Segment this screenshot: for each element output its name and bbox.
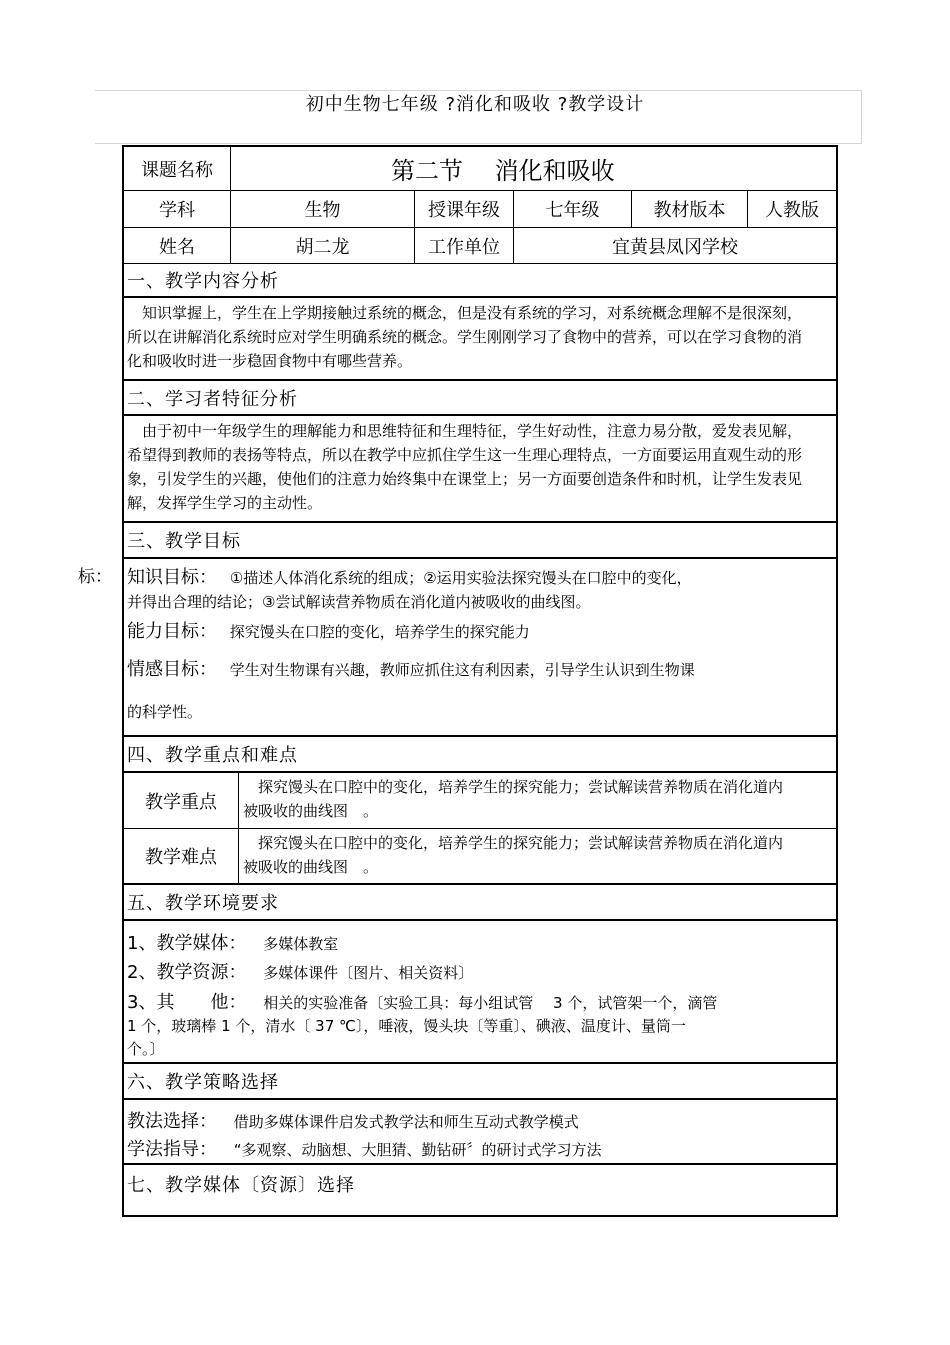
difficulty-label: 教学难点	[124, 829, 239, 885]
section-strategy-title: 六、教学策略选择	[124, 1064, 836, 1100]
name-value: 胡二龙	[231, 228, 415, 264]
ability-objective-label: 能力目标：	[127, 621, 217, 642]
media-label: 1、教学媒体：	[127, 933, 247, 954]
ability-objective-text: 探究馒头在口腔的变化，培养学生的探究能力	[229, 623, 530, 641]
section-environment-title: 五、教学环境要求	[124, 885, 836, 921]
resources-label: 2、教学资源：	[127, 962, 247, 983]
section-objectives-body	[124, 559, 836, 737]
emotion-objective-label: 情感目标：	[127, 659, 217, 680]
teaching-method-label: 教法选择：	[127, 1111, 217, 1132]
other-text-2: 1 个，玻璃棒 1 个，清水〔 37 ℃〕，唾液，馒头块〔等重〕、碘液、温度计、量筒一	[127, 1017, 686, 1035]
section-content-analysis-title: 一、教学内容分析	[124, 264, 836, 298]
knowledge-objective-text: ①描述人体消化系统的组成；②运用实验法探究馒头在口腔中的变化，	[229, 569, 692, 587]
lesson-plan-table	[122, 145, 838, 1217]
media-text: 多媒体教室	[263, 935, 339, 953]
grade-label: 授课年级	[415, 191, 514, 228]
subject-value: 生物	[231, 191, 415, 228]
knowledge-objective-text-2: 并得出合理的结论；③尝试解读营养物质在消化道内被吸收的曲线图。	[127, 593, 591, 611]
edition-value: 人教版	[748, 191, 836, 228]
emotion-objective-text: 学生对生物课有兴趣，教师应抓住这有利因素，引导学生认识到生物课	[229, 661, 695, 679]
grade-value: 七年级	[514, 191, 632, 228]
other-text-3: 个。〕	[127, 1040, 165, 1058]
side-mark: 标：	[78, 567, 112, 587]
section-key-points-title: 四、教学重点和难点	[124, 737, 836, 773]
unit-label: 工作单位	[415, 228, 514, 264]
knowledge-objective-label: 知识目标：	[127, 567, 217, 588]
teaching-method-text: 借助多媒体课件启发式教学法和师生互动式教学模式	[233, 1113, 579, 1131]
page-title: 初中生物七年级 ?消化和吸收 ?教学设计	[305, 94, 645, 115]
title-rule-bottom	[95, 143, 861, 144]
topic-value: 第二节 消化和吸收	[231, 147, 836, 191]
study-method-label: 学法指导：	[127, 1139, 217, 1160]
unit-value: 宜黄县凤冈学校	[514, 228, 836, 264]
other-text: 相关的实验准备〔实验工具：每小组试管 3 个，试管架一个，滴管	[263, 994, 718, 1012]
section-environment-body	[124, 921, 836, 1064]
topic-label: 课题名称	[124, 147, 231, 191]
other-label: 3、其 他：	[127, 992, 247, 1013]
edition-label: 教材版本	[632, 191, 748, 228]
section-content-analysis-text: 知识掌握上，学生在上学期接触过系统的概念，但是没有系统的学习，对系统概念理解不是很深刻，所以在讲解消化系统时应对学生明确系统的概念。学生刚刚学习了食物中的营养，可以在学习食物的消化和吸收时进一步稳固食物中有哪些营养。	[124, 298, 836, 381]
name-label: 姓名	[124, 228, 231, 264]
resources-text: 多媒体课件〔图片、相关资料〕	[263, 964, 474, 982]
study-method-text: “多观察、动脑想、大胆猜、勤钻研〞的研讨式学习方法	[233, 1141, 602, 1159]
section-strategy-body	[124, 1100, 836, 1165]
key-point-text: 探究馒头在口腔中的变化，培养学生的探究能力；尝试解读营养物质在消化道内被吸收的曲线图 。	[239, 773, 836, 829]
section-learner-analysis-text: 由于初中一年级学生的理解能力和思维特征和生理特征，学生好动性，注意力易分散，爱发表见解，希望得到教师的表扬等特点，所以在教学中应抓住学生这一生理心理特点，一方面要运用直观生动的形象，引发学生的兴趣，使他们的注意力始终集中在课堂上；另一方面要创造条件和时机，让学生发表见解，发挥学生学习的主动性。	[124, 416, 836, 523]
section-learner-analysis-title: 二、学习者特征分析	[124, 381, 836, 416]
difficulty-text: 探究馒头在口腔中的变化，培养学生的探究能力；尝试解读营养物质在消化道内被吸收的曲线图 。	[239, 829, 836, 885]
key-point-label: 教学重点	[124, 773, 239, 829]
section-objectives-title: 三、教学目标	[124, 523, 836, 559]
section-media-selection-title: 七、教学媒体〔资源〕选择	[127, 1175, 355, 1196]
emotion-objective-text-2: 的科学性。	[127, 703, 203, 721]
subject-label: 学科	[124, 191, 231, 228]
